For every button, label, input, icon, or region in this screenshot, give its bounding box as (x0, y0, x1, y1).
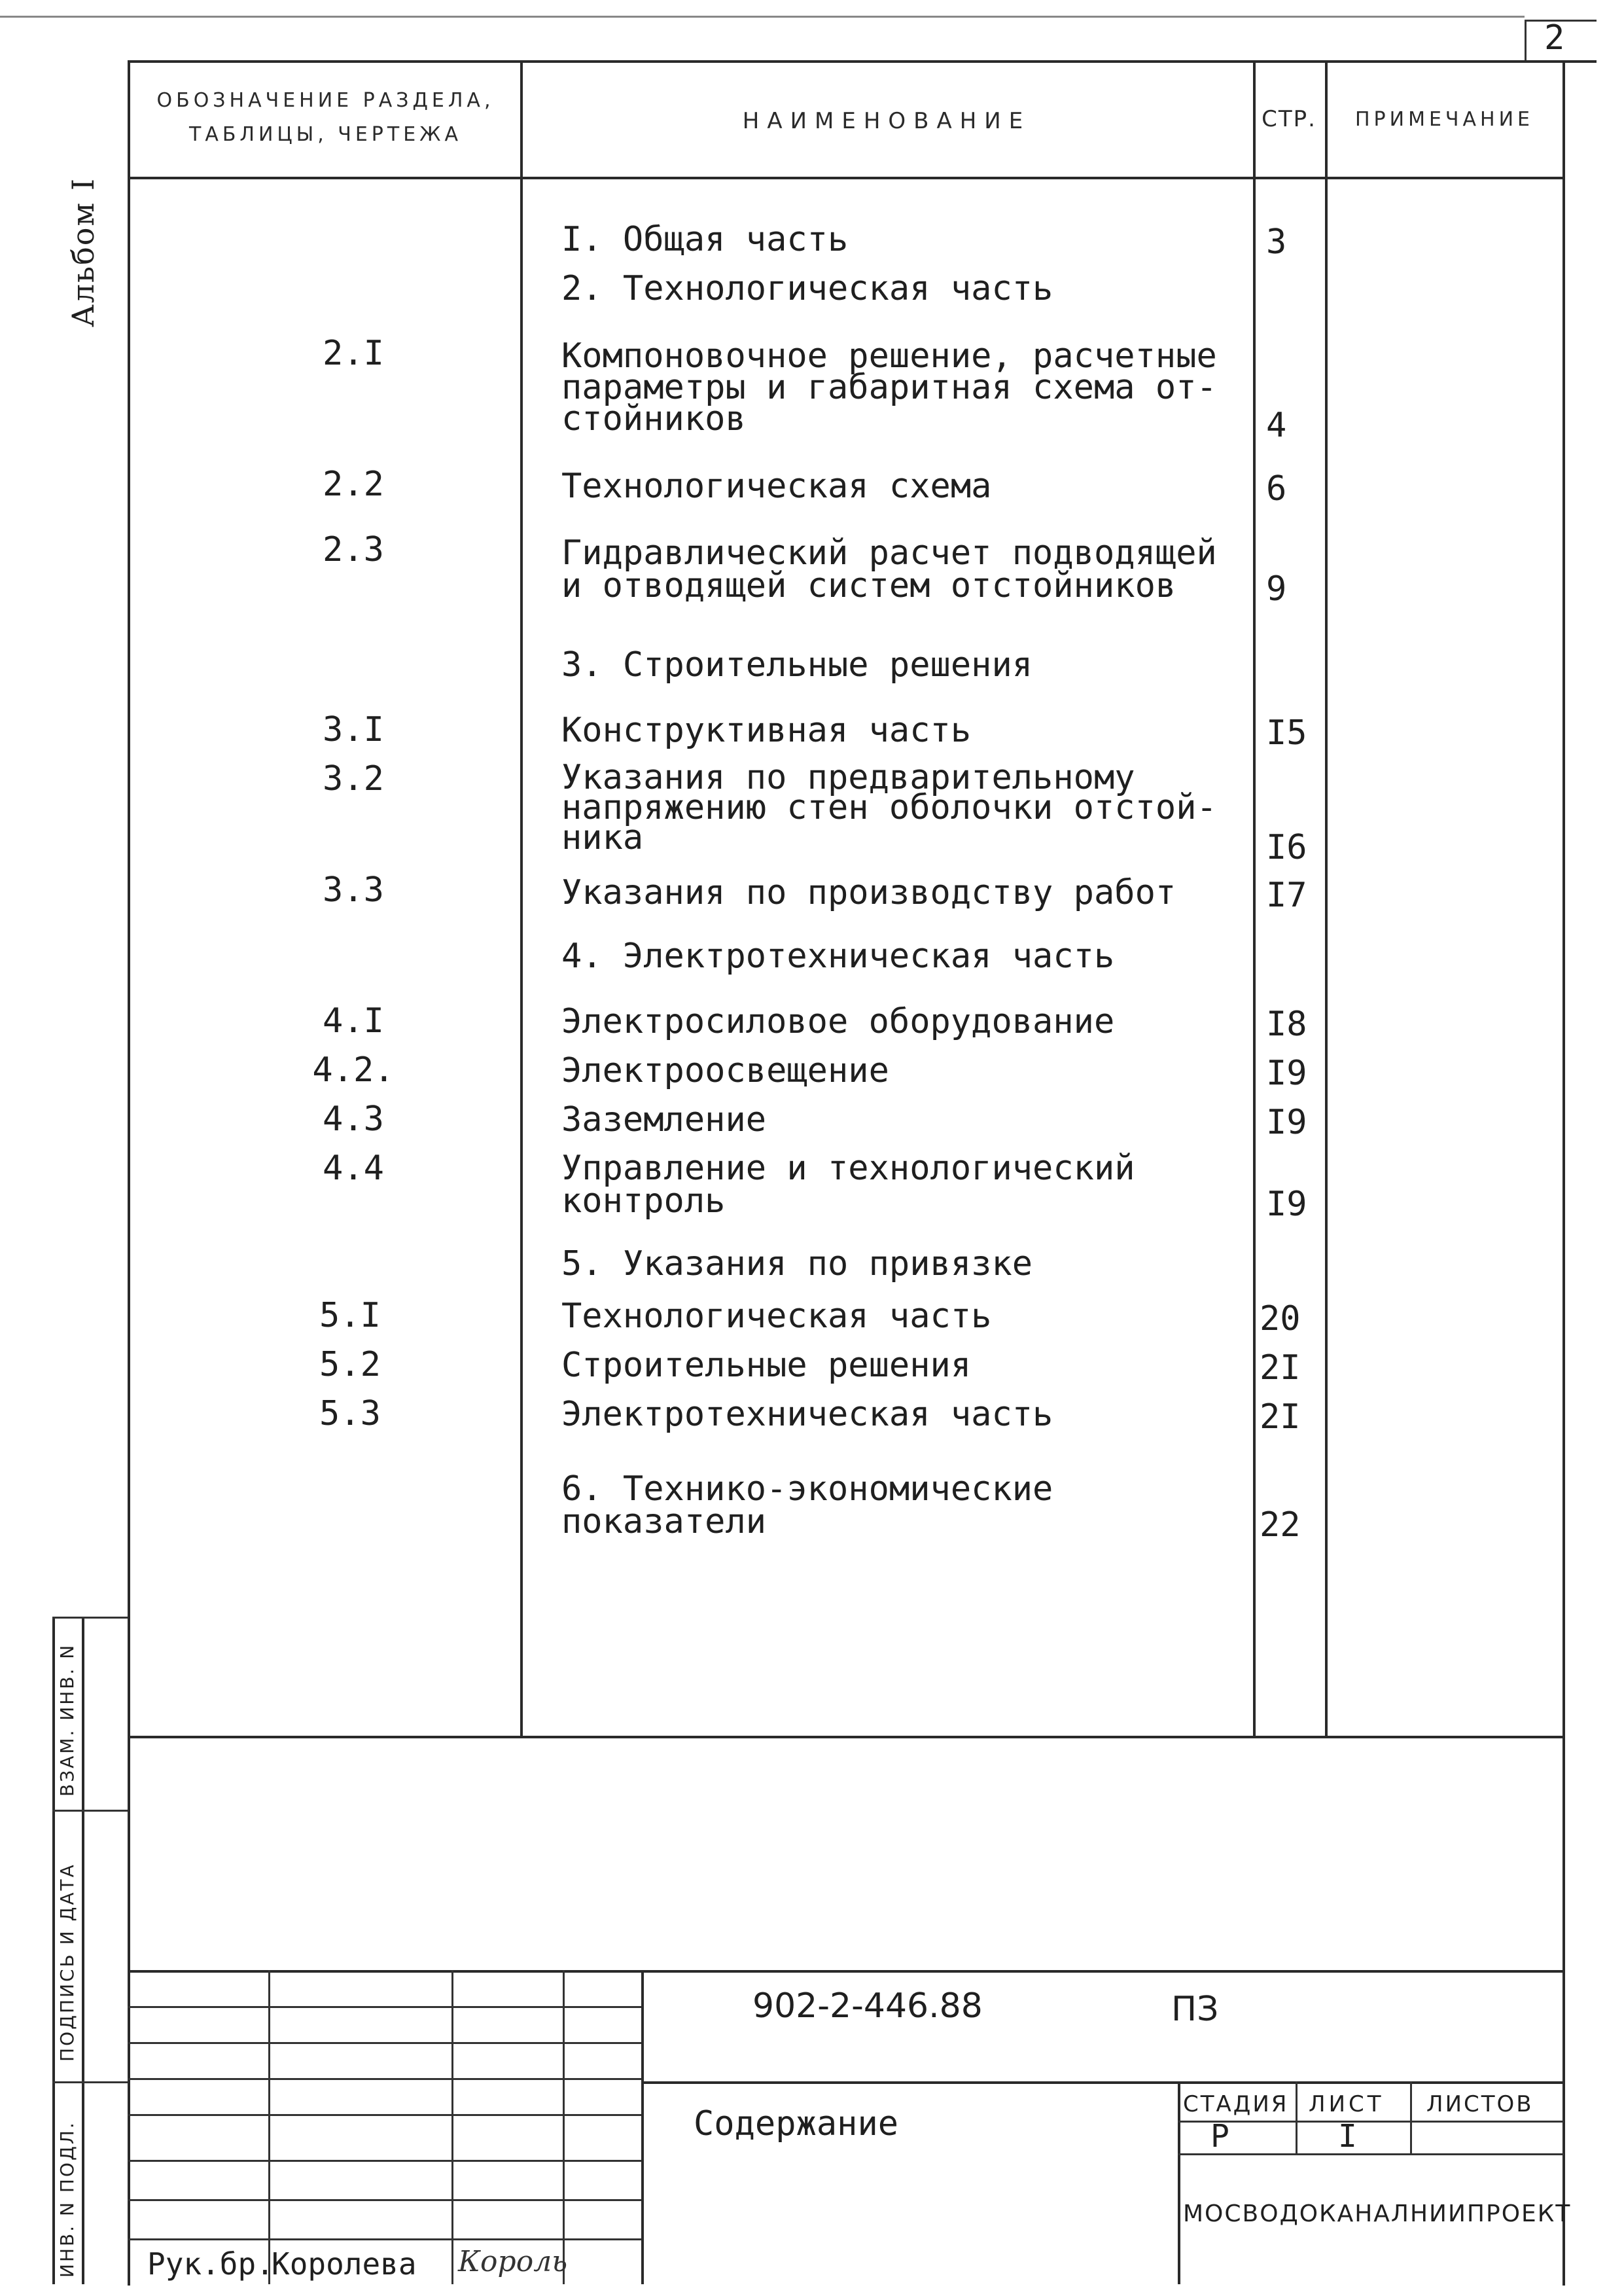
row-code: 5.3 (319, 1394, 381, 1433)
row-page: I9 (1266, 1185, 1307, 1224)
row-page: 2I (1260, 1348, 1301, 1388)
row-name: 5. Указания по привязке (561, 1244, 1033, 1283)
row-page: 2I (1260, 1397, 1301, 1437)
row-code: 3.2 (323, 759, 384, 798)
row-name: Технологическая схема (561, 467, 992, 506)
row-code: 3.I (323, 710, 384, 749)
stamp-vzam-inv: ВЗАМ. ИНВ. N (56, 1643, 78, 1797)
header-note: ПРИМЕЧАНИЕ (1355, 108, 1534, 131)
row-code: 4.4 (323, 1149, 384, 1188)
row-page: 4 (1266, 406, 1287, 445)
row-code: 2.2 (323, 465, 384, 504)
row-page: I5 (1266, 713, 1307, 753)
row-page: I6 (1266, 828, 1307, 867)
row-name: Управление и технологический контроль (561, 1149, 1135, 1221)
sheets-label: ЛИСТОВ (1426, 2091, 1534, 2117)
row-name: Заземление (561, 1100, 767, 1139)
doc-title: Содержание (694, 2104, 899, 2144)
row-code: 2.I (323, 334, 384, 373)
row-name: 2. Технологическая часть (561, 269, 1053, 308)
row-page: 3 (1266, 223, 1287, 262)
organization: МОСВОДОКАНАЛНИИПРОЕКТ (1183, 2200, 1572, 2227)
header-name: НАИМЕНОВАНИЕ (742, 108, 1031, 134)
stage-label: СТАДИЯ (1183, 2091, 1289, 2117)
doc-type: ПЗ (1171, 1990, 1219, 2029)
row-page: 9 (1266, 569, 1287, 609)
row-name: Компоновочное решение, расчетные параметры и габаритная схема от- стойников (561, 336, 1217, 439)
row-code: 3.3 (323, 870, 384, 910)
row-code: 5.I (319, 1296, 381, 1335)
doc-code: 902-2-446.88 (752, 1986, 983, 2026)
header-page: СТР. (1262, 106, 1316, 132)
row-page: 20 (1260, 1299, 1301, 1338)
sheet-number: 2 (1544, 18, 1565, 58)
row-code: 2.3 (323, 530, 384, 569)
row-name: 6. Технико-экономические показатели (561, 1469, 1053, 1541)
row-name: 4. Электротехническая часть (561, 937, 1115, 976)
row-name: Электросиловое оборудование (561, 1002, 1115, 1041)
row-page: 22 (1260, 1505, 1301, 1545)
row-name: 3. Строительные решения (561, 645, 1033, 685)
sheet-label: ЛИСТ (1309, 2091, 1385, 2117)
row-name: Электротехническая часть (561, 1395, 1053, 1434)
row-name: I. Общая часть (561, 220, 849, 259)
sheet-value: I (1338, 2118, 1357, 2155)
signer-name: Королева (272, 2246, 417, 2282)
row-page: I8 (1266, 1005, 1307, 1044)
row-code: 5.2 (319, 1345, 381, 1384)
stage-value: Р (1210, 2118, 1229, 2155)
signer-role: Рук.бр. (147, 2246, 274, 2282)
row-name: Технологическая часть (561, 1297, 992, 1336)
row-name: Указания по предварительному напряжению стен оболочки отстой- ника (561, 758, 1217, 857)
signature: Король (458, 2245, 568, 2278)
row-page: I9 (1266, 1054, 1307, 1093)
header-designation: ОБОЗНАЧЕНИЕ РАЗДЕЛА, ТАБЛИЦЫ, ЧЕРТЕЖА (156, 89, 495, 146)
row-page: I7 (1266, 876, 1307, 915)
album-label: Альбом I (65, 177, 101, 327)
row-page: I9 (1266, 1103, 1307, 1142)
row-name: Конструктивная часть (561, 711, 972, 750)
row-code: 4.3 (323, 1100, 384, 1139)
row-page: 6 (1266, 469, 1287, 509)
stamp-inv-podl: ИНВ. N ПОДЛ. (56, 2121, 78, 2278)
stamp-podpis-data: ПОДПИСЬ И ДАТА (56, 1863, 78, 2062)
row-code: 4.2. (312, 1050, 395, 1090)
row-name: Электроосвещение (561, 1051, 889, 1090)
row-name: Строительные решения (561, 1346, 972, 1385)
row-name: Указания по производству работ (561, 873, 1176, 912)
row-name: Гидравлический расчет подводящей и отводящей систем отстойников (561, 533, 1217, 605)
row-code: 4.I (323, 1001, 384, 1041)
